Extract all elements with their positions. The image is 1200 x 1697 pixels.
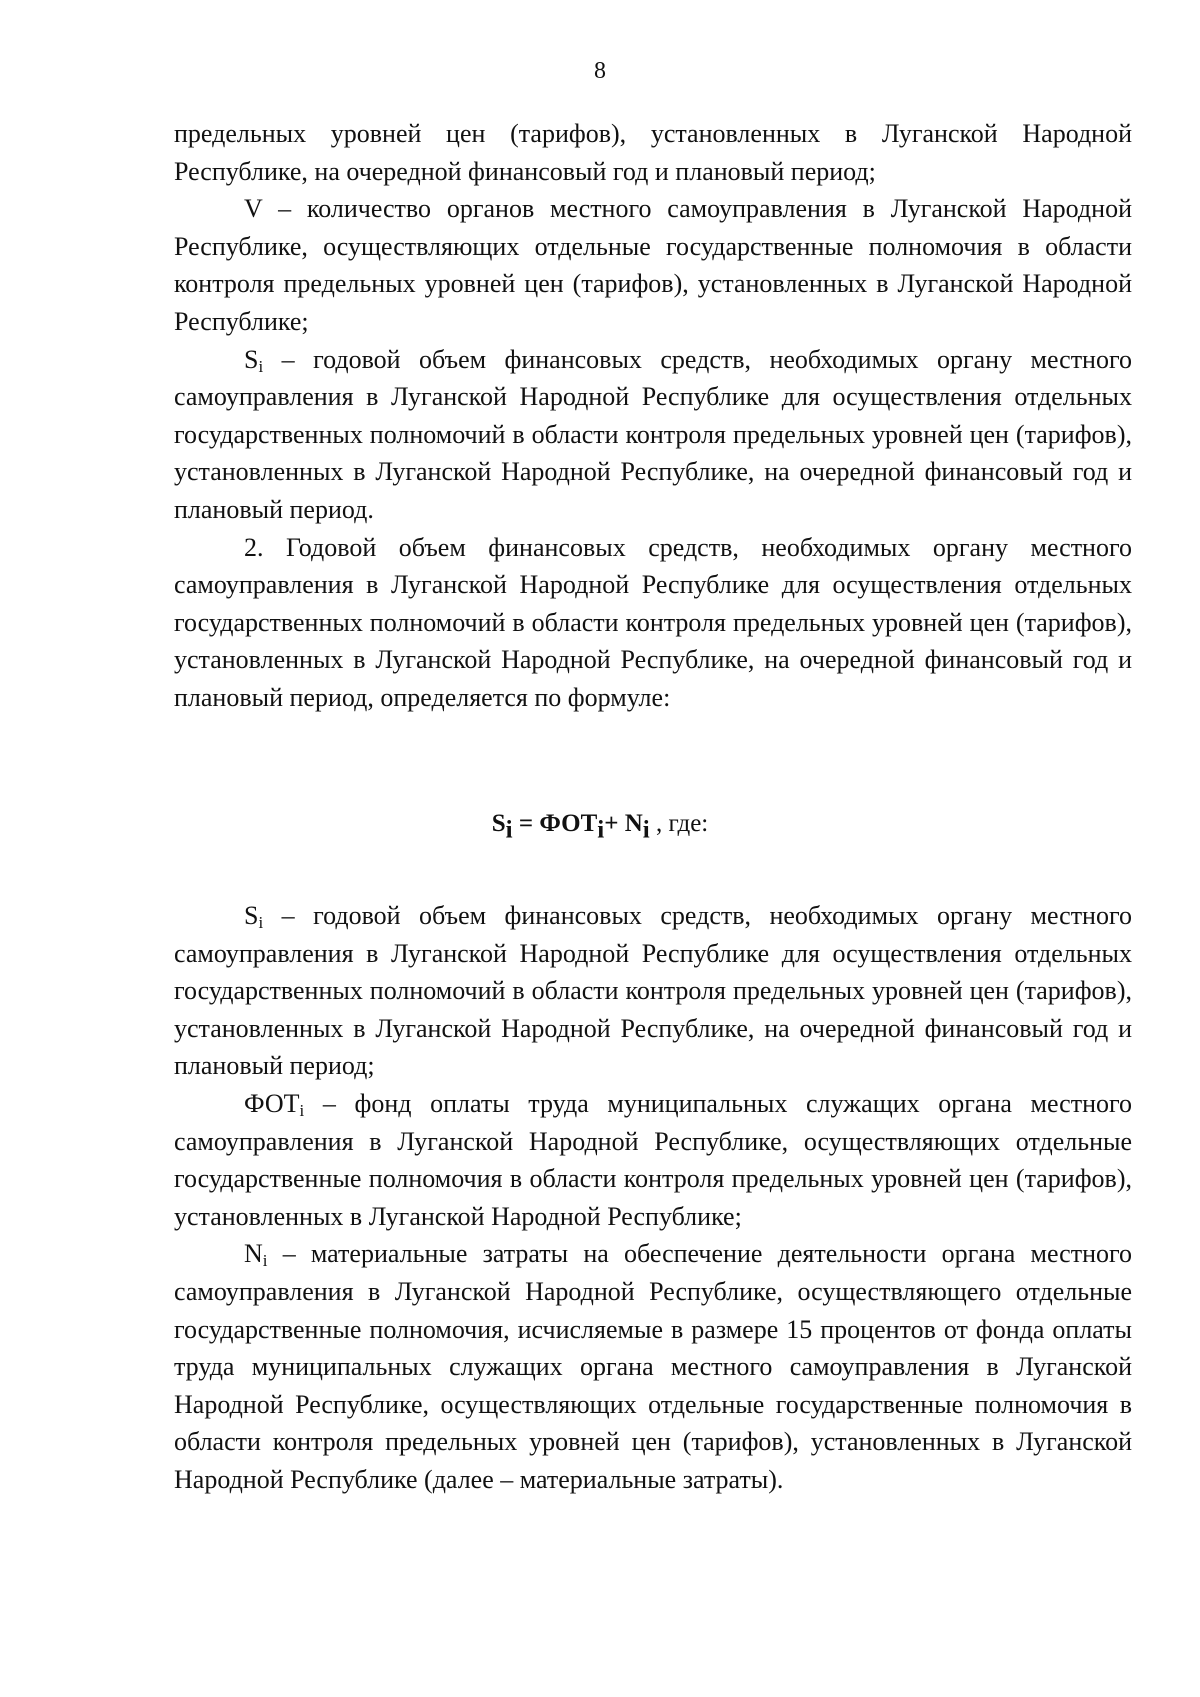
formula [0, 806, 1200, 844]
paragraph-section-2: 2. Годовой объем финансовых средств, необходимых органу местного самоуправления в Луганской Народной Республике для осуществления отдельных государственных полномочий в области контроля предельных уровней цен (тарифов), установленных в Луганской Народной Республике, на очередной финансовый год и плановый период, определяется по формуле: [174, 532, 1132, 712]
formula-tail: , где: [649, 810, 709, 837]
formula-n-sub: i [642, 816, 650, 844]
paragraph-si-definition-2 [174, 897, 1132, 1085]
subscript-i: i [258, 356, 264, 376]
formula-plus-n: + N [604, 810, 643, 837]
text-block-top [174, 115, 1132, 717]
paragraph-v-definition: V – количество органов местного самоуправления в Луганской Народной Республике, осуществляющих отдельные государственные полномочия в области контроля предельных уровней цен (тарифов), установленных в Луганской Народной Республике; [174, 194, 1132, 336]
formula-eq-fot: = ФОТ [512, 810, 598, 837]
paragraph-fot-definition [174, 1085, 1132, 1235]
formula-s: S [491, 810, 506, 837]
formula-fot-sub: i [597, 816, 605, 844]
symbol-fot: ФОТ [244, 1088, 300, 1118]
subscript-i: i [299, 1101, 305, 1121]
symbol-s: S [244, 344, 259, 374]
paragraph-text: – годовой объем финансовых средств, необходимых органу местного самоуправления в Луганской Народной Республике для осуществления отдельных государственных полномочий в области контроля предельных уровней цен (тарифов), установленных в Луганской Народной Республике, на очередной финансовый год и плановый период; [174, 901, 1132, 1081]
page-number: 8 [594, 58, 606, 84]
symbol-n: N [244, 1239, 263, 1269]
symbol-s: S [244, 901, 259, 930]
paragraph-text: – годовой объем финансовых средств, необходимых органу местного самоуправления в Луганской Народной Республике для осуществления отдельных государственных полномочий в области контроля предельных уровней цен (тарифов), установленных в Луганской Народной Республике, на очередной финансовый год и плановый период. [174, 344, 1132, 524]
formula-s-sub: i [505, 816, 513, 844]
paragraph-text: – фонд оплаты труда муниципальных служащих органа местного самоуправления в Луганской Народной Республике, осуществляющих отдельные государственные полномочия в области контроля предельных уровней цен (тарифов), установленных в Луганской Народной Республике; [174, 1088, 1132, 1231]
paragraph-text: – материальные затраты на обеспечение деятельности органа местного самоуправления в Луганской Народной Республике, осуществляющего отдельные государственные полномочия, исчисляемые в размере 15 процентов от фонда оплаты труда муниципальных служащих органа местного самоуправления в Луганской Народной Республике, осуществляющих отдельные государственные полномочия в области контроля предельных уровней цен (тарифов), установленных в Луганской Народной Республике (далее – материальные затраты). [174, 1239, 1132, 1494]
paragraph-si-definition [174, 341, 1132, 529]
subscript-i: i [258, 913, 264, 933]
text-block-bottom [174, 897, 1132, 1499]
subscript-i: i [262, 1251, 268, 1271]
paragraph-n-definition [174, 1235, 1132, 1498]
paragraph-continuation: предельных уровней цен (тарифов), установленных в Луганской Народной Республике, на очередной финансовый год и плановый период; [174, 119, 1132, 186]
